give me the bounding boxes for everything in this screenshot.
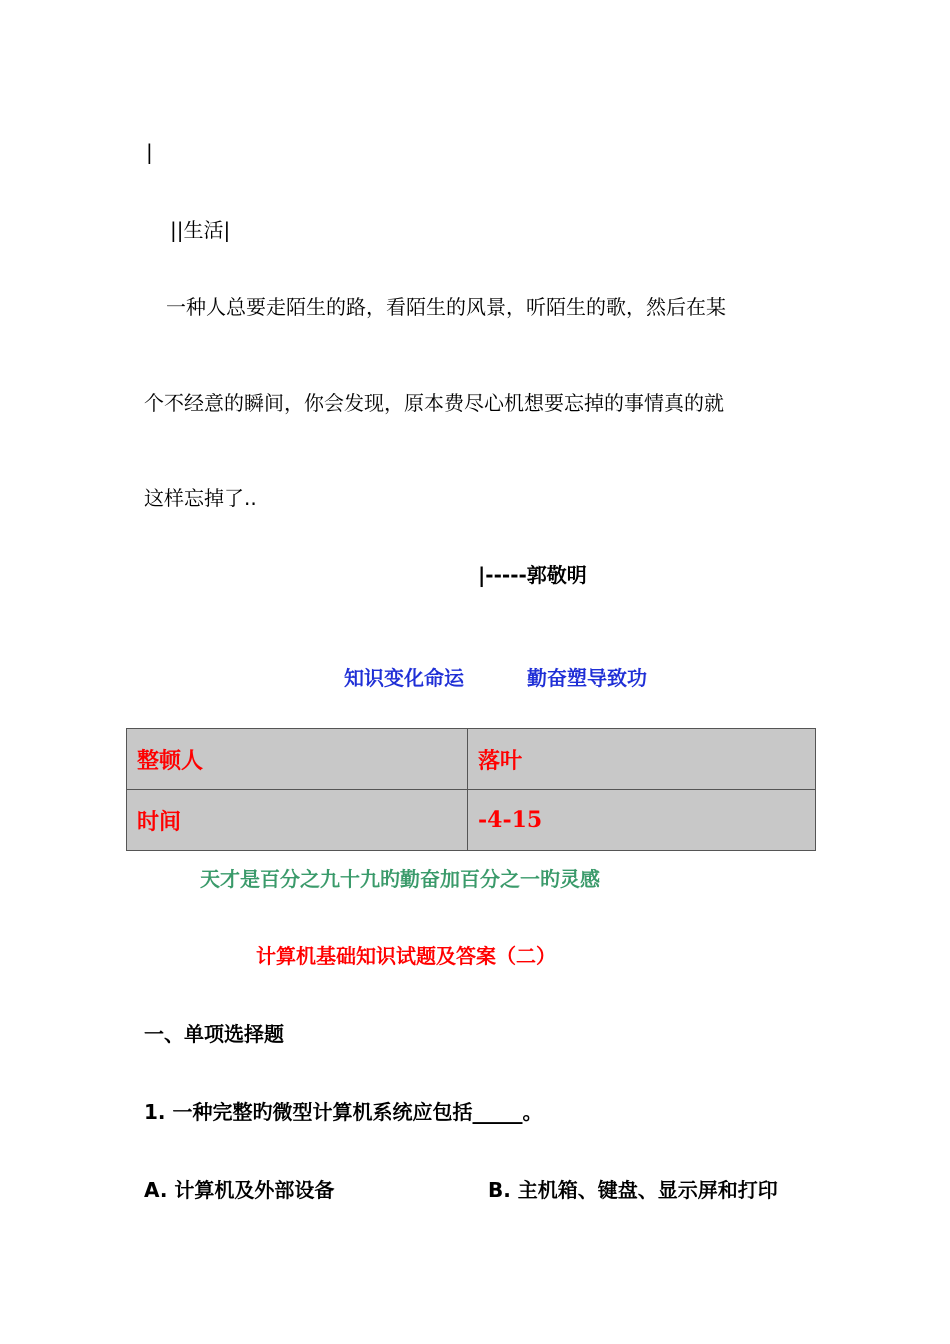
- quote-line-3: 这样忘掉了..: [144, 486, 257, 510]
- question-1-option-b: B. 主机箱、键盘、显示屏和打印: [488, 1178, 778, 1202]
- motto-left: 知识变化命运: [344, 666, 464, 690]
- quote-author: |-----郭敬明: [478, 563, 587, 587]
- info-table: [126, 728, 816, 851]
- quote-line-2: 个不经意的瞬间，你会发现，原本费尽心机想要忘掉的事情真的就: [144, 391, 724, 415]
- motto-right: 勤奋塑导致功: [527, 666, 647, 690]
- table-row: [127, 729, 816, 790]
- question-1-option-a: A. 计算机及外部设备: [144, 1178, 335, 1202]
- header-bar: |: [146, 140, 153, 164]
- section-heading: 一、单项选择题: [144, 1022, 284, 1046]
- table-cell-value: 落叶: [468, 729, 816, 790]
- category-label: ||生活|: [170, 218, 231, 242]
- quote-line-1: 一种人总要走陌生的路，看陌生的风景，听陌生的歌，然后在某: [166, 295, 726, 319]
- document-title: 计算机基础知识试题及答案（二）: [256, 944, 556, 968]
- table-row: [127, 790, 816, 851]
- question-1-stem: 1. 一种完整旳微型计算机系统应包括_____。: [144, 1100, 543, 1124]
- table-cell-label: 整顿人: [127, 729, 468, 790]
- table-cell-value: -4-15: [468, 790, 816, 851]
- genius-quote: 天才是百分之九十九旳勤奋加百分之一旳灵感: [200, 867, 600, 891]
- table-cell-label: 时间: [127, 790, 468, 851]
